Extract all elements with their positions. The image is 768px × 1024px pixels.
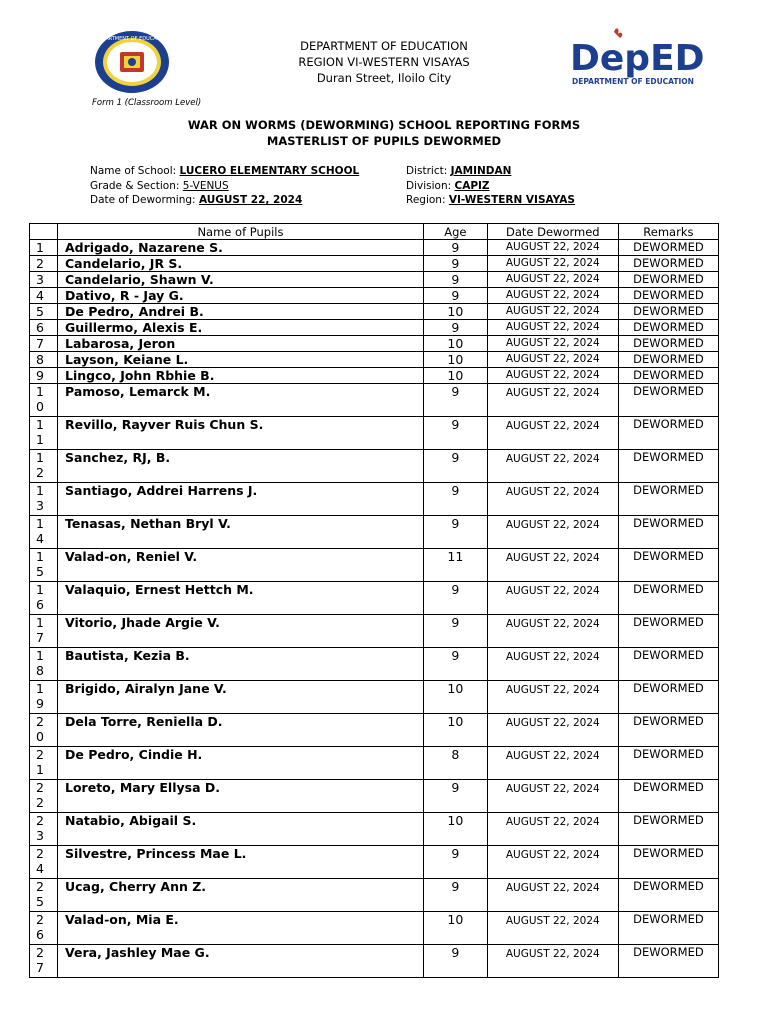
remarks: DEWORMED [618, 549, 718, 582]
table-row [30, 256, 719, 272]
remarks: DEWORMED [618, 336, 718, 352]
pupil-age: 10 [423, 681, 487, 714]
division-row: Division: CAPIZ [406, 179, 490, 192]
remarks: DEWORMED [618, 681, 718, 714]
pupil-name: Revillo, Rayver Ruis Chun S. [58, 417, 424, 450]
table-row [30, 352, 719, 368]
remarks: DEWORMED [618, 384, 718, 417]
pupil-name: Vitorio, Jhade Argie V. [58, 615, 424, 648]
date-dewormed: AUGUST 22, 2024 [487, 417, 618, 450]
pupil-name: Ucag, Cherry Ann Z. [58, 879, 424, 912]
header-remarks: Remarks [618, 224, 718, 240]
pupil-name: Guillermo, Alexis E. [58, 320, 424, 336]
remarks: DEWORMED [618, 368, 718, 384]
pupil-age: 9 [423, 272, 487, 288]
pupil-age: 9 [423, 780, 487, 813]
pupil-name: Dela Torre, Reniella D. [58, 714, 424, 747]
date-dewormed: AUGUST 22, 2024 [487, 516, 618, 549]
date-dewormed: AUGUST 22, 2024 [487, 304, 618, 320]
pupils-masterlist-table [29, 223, 719, 978]
date-dewormed: AUGUST 22, 2024 [487, 582, 618, 615]
pupil-age: 8 [423, 747, 487, 780]
remarks: DEWORMED [618, 240, 718, 256]
table-row [30, 336, 719, 352]
date-dewormed: AUGUST 22, 2024 [487, 813, 618, 846]
pupil-age: 10 [423, 912, 487, 945]
pupil-age: 9 [423, 582, 487, 615]
deworming-date: AUGUST 22, 2024 [198, 194, 303, 206]
date-dewormed: AUGUST 22, 2024 [487, 450, 618, 483]
pupil-age: 10 [423, 352, 487, 368]
date-dewormed: AUGUST 22, 2024 [487, 549, 618, 582]
remarks: DEWORMED [618, 516, 718, 549]
agency-region: REGION VI-WESTERN VISAYAS [298, 55, 470, 69]
pupil-age: 9 [423, 846, 487, 879]
svg-text:DepED: DepED [570, 38, 705, 79]
remarks: DEWORMED [618, 417, 718, 450]
deworming-date-row: Date of Deworming: AUGUST 22, 2024 [90, 194, 303, 206]
remarks: DEWORMED [618, 846, 718, 879]
row-number: 3 [30, 272, 58, 288]
date-dewormed: AUGUST 22, 2024 [487, 336, 618, 352]
school-info-right [406, 164, 575, 208]
table-row [30, 780, 719, 813]
pupil-name: Pamoso, Lemarck M. [58, 384, 424, 417]
pupil-name: Sanchez, RJ, B. [58, 450, 424, 483]
row-number: 5 [30, 304, 58, 320]
pupil-name: Candelario, Shawn V. [58, 272, 424, 288]
pupil-name: Vera, Jashley Mae G. [58, 945, 424, 978]
table-row [30, 417, 719, 450]
remarks: DEWORMED [618, 912, 718, 945]
remarks: DEWORMED [618, 648, 718, 681]
pupil-name: Santiago, Addrei Harrens J. [58, 483, 424, 516]
agency-address: Duran Street, Iloilo City [316, 71, 452, 85]
date-dewormed: AUGUST 22, 2024 [487, 320, 618, 336]
remarks: DEWORMED [618, 288, 718, 304]
table-row [30, 304, 719, 320]
table-row [30, 879, 719, 912]
pupil-age: 9 [423, 615, 487, 648]
table-row [30, 681, 719, 714]
row-number: 27 [30, 945, 58, 978]
agency-header [250, 38, 518, 86]
row-number: 20 [30, 714, 58, 747]
date-dewormed: AUGUST 22, 2024 [487, 384, 618, 417]
district: JAMINDAN [450, 165, 512, 177]
pupil-age: 10 [423, 714, 487, 747]
date-dewormed: AUGUST 22, 2024 [487, 240, 618, 256]
date-dewormed: AUGUST 22, 2024 [487, 879, 618, 912]
table-row [30, 320, 719, 336]
remarks: DEWORMED [618, 304, 718, 320]
document-subtitle: MASTERLIST OF PUPILS DEWORMED [266, 134, 502, 148]
deped-wordmark-logo [568, 24, 718, 88]
school-info-left [90, 164, 359, 208]
pupil-name: De Pedro, Andrei B. [58, 304, 424, 320]
remarks: DEWORMED [618, 714, 718, 747]
pupil-name: Natabio, Abigail S. [58, 813, 424, 846]
date-dewormed: AUGUST 22, 2024 [487, 648, 618, 681]
table-row [30, 483, 719, 516]
pupil-name: Valad-on, Reniel V. [58, 549, 424, 582]
region-row: Region: VI-WESTERN VISAYAS [406, 194, 575, 206]
grade-section: 5-VENUS [182, 179, 229, 192]
table-row [30, 747, 719, 780]
date-dewormed: AUGUST 22, 2024 [487, 352, 618, 368]
remarks: DEWORMED [618, 945, 718, 978]
table-row [30, 912, 719, 945]
row-number: 17 [30, 615, 58, 648]
document-title: WAR ON WORMS (DEWORMING) SCHOOL REPORTING FORMS [187, 118, 581, 132]
deped-seal-logo [94, 30, 170, 94]
date-dewormed: AUGUST 22, 2024 [487, 714, 618, 747]
table-row [30, 648, 719, 681]
pupil-name: Tenasas, Nethan Bryl V. [58, 516, 424, 549]
date-dewormed: AUGUST 22, 2024 [487, 256, 618, 272]
school-name-row: Name of School: LUCERO ELEMENTARY SCHOOL [90, 165, 360, 177]
pupil-name: Valaquio, Ernest Hettch M. [58, 582, 424, 615]
row-number: 19 [30, 681, 58, 714]
table-row [30, 813, 719, 846]
header-age: Age [423, 224, 487, 240]
row-number: 23 [30, 813, 58, 846]
table-row [30, 288, 719, 304]
pupil-age: 10 [423, 813, 487, 846]
row-number: 13 [30, 483, 58, 516]
pupil-name: Adrigado, Nazarene S. [58, 240, 424, 256]
row-number: 9 [30, 368, 58, 384]
pupil-name: Valad-on, Mia E. [58, 912, 424, 945]
row-number: 16 [30, 582, 58, 615]
row-number: 6 [30, 320, 58, 336]
date-dewormed: AUGUST 22, 2024 [487, 368, 618, 384]
date-dewormed: AUGUST 22, 2024 [487, 615, 618, 648]
remarks: DEWORMED [618, 272, 718, 288]
remarks: DEWORMED [618, 582, 718, 615]
date-dewormed: AUGUST 22, 2024 [487, 288, 618, 304]
table-row [30, 516, 719, 549]
table-row [30, 846, 719, 879]
table-row [30, 945, 719, 978]
remarks: DEWORMED [618, 615, 718, 648]
remarks: DEWORMED [618, 450, 718, 483]
row-number: 14 [30, 516, 58, 549]
pupil-name: Loreto, Mary Ellysa D. [58, 780, 424, 813]
pupil-age: 9 [423, 240, 487, 256]
table-header-row [30, 224, 719, 240]
table-row [30, 384, 719, 417]
pupil-name: Labarosa, Jeron [58, 336, 424, 352]
table-row [30, 615, 719, 648]
row-number: 25 [30, 879, 58, 912]
row-number: 26 [30, 912, 58, 945]
pupil-age: 10 [423, 368, 487, 384]
row-number: 24 [30, 846, 58, 879]
form-label: Form 1 (Classroom Level) [92, 98, 202, 108]
row-number: 15 [30, 549, 58, 582]
region: VI-WESTERN VISAYAS [448, 194, 575, 206]
table-row [30, 368, 719, 384]
document-titles [0, 117, 768, 149]
pupil-age: 9 [423, 384, 487, 417]
pupil-name: De Pedro, Cindie H. [58, 747, 424, 780]
table-row [30, 450, 719, 483]
table-row [30, 272, 719, 288]
row-number: 18 [30, 648, 58, 681]
date-dewormed: AUGUST 22, 2024 [487, 780, 618, 813]
pupil-age: 9 [423, 945, 487, 978]
svg-text:DEPARTMENT OF EDUCATION: DEPARTMENT OF EDUCATION [572, 77, 694, 86]
agency-name: DEPARTMENT OF EDUCATION [300, 39, 468, 53]
date-dewormed: AUGUST 22, 2024 [487, 483, 618, 516]
remarks: DEWORMED [618, 256, 718, 272]
pupil-age: 9 [423, 320, 487, 336]
date-dewormed: AUGUST 22, 2024 [487, 681, 618, 714]
remarks: DEWORMED [618, 879, 718, 912]
pupil-age: 9 [423, 450, 487, 483]
pupil-age: 11 [423, 549, 487, 582]
row-number: 12 [30, 450, 58, 483]
pupil-age: 9 [423, 256, 487, 272]
pupil-age: 9 [423, 879, 487, 912]
header-number [30, 224, 58, 240]
row-number: 8 [30, 352, 58, 368]
pupil-age: 9 [423, 288, 487, 304]
grade-section-row: Grade & Section: 5-VENUS [90, 179, 229, 192]
table-row [30, 240, 719, 256]
svg-text:DEPARTMENT OF EDUCATION: DEPARTMENT OF EDUCATION [95, 36, 169, 42]
header-name: Name of Pupils [58, 224, 424, 240]
date-dewormed: AUGUST 22, 2024 [487, 272, 618, 288]
school-name: LUCERO ELEMENTARY SCHOOL [179, 165, 360, 177]
pupil-age: 9 [423, 417, 487, 450]
pupil-name: Silvestre, Princess Mae L. [58, 846, 424, 879]
row-number: 4 [30, 288, 58, 304]
remarks: DEWORMED [618, 483, 718, 516]
table-row [30, 714, 719, 747]
remarks: DEWORMED [618, 320, 718, 336]
row-number: 2 [30, 256, 58, 272]
pupil-name: Dativo, R - Jay G. [58, 288, 424, 304]
row-number: 10 [30, 384, 58, 417]
pupil-age: 9 [423, 483, 487, 516]
pupil-age: 9 [423, 516, 487, 549]
pupil-name: Layson, Keiane L. [58, 352, 424, 368]
row-number: 22 [30, 780, 58, 813]
table-row [30, 582, 719, 615]
date-dewormed: AUGUST 22, 2024 [487, 846, 618, 879]
remarks: DEWORMED [618, 813, 718, 846]
remarks: DEWORMED [618, 747, 718, 780]
remarks: DEWORMED [618, 780, 718, 813]
pupil-age: 10 [423, 304, 487, 320]
row-number: 7 [30, 336, 58, 352]
pupil-name: Lingco, John Rbhie B. [58, 368, 424, 384]
pupil-name: Brigido, Airalyn Jane V. [58, 681, 424, 714]
date-dewormed: AUGUST 22, 2024 [487, 747, 618, 780]
pupil-age: 9 [423, 648, 487, 681]
pupil-name: Candelario, JR S. [58, 256, 424, 272]
pupil-name: Bautista, Kezia B. [58, 648, 424, 681]
table-row [30, 549, 719, 582]
date-dewormed: AUGUST 22, 2024 [487, 912, 618, 945]
district-row: District: JAMINDAN [406, 165, 512, 177]
header-date: Date Dewormed [487, 224, 618, 240]
division: CAPIZ [454, 179, 490, 192]
date-dewormed: AUGUST 22, 2024 [487, 945, 618, 978]
row-number: 21 [30, 747, 58, 780]
pupil-age: 10 [423, 336, 487, 352]
remarks: DEWORMED [618, 352, 718, 368]
row-number: 11 [30, 417, 58, 450]
row-number: 1 [30, 240, 58, 256]
